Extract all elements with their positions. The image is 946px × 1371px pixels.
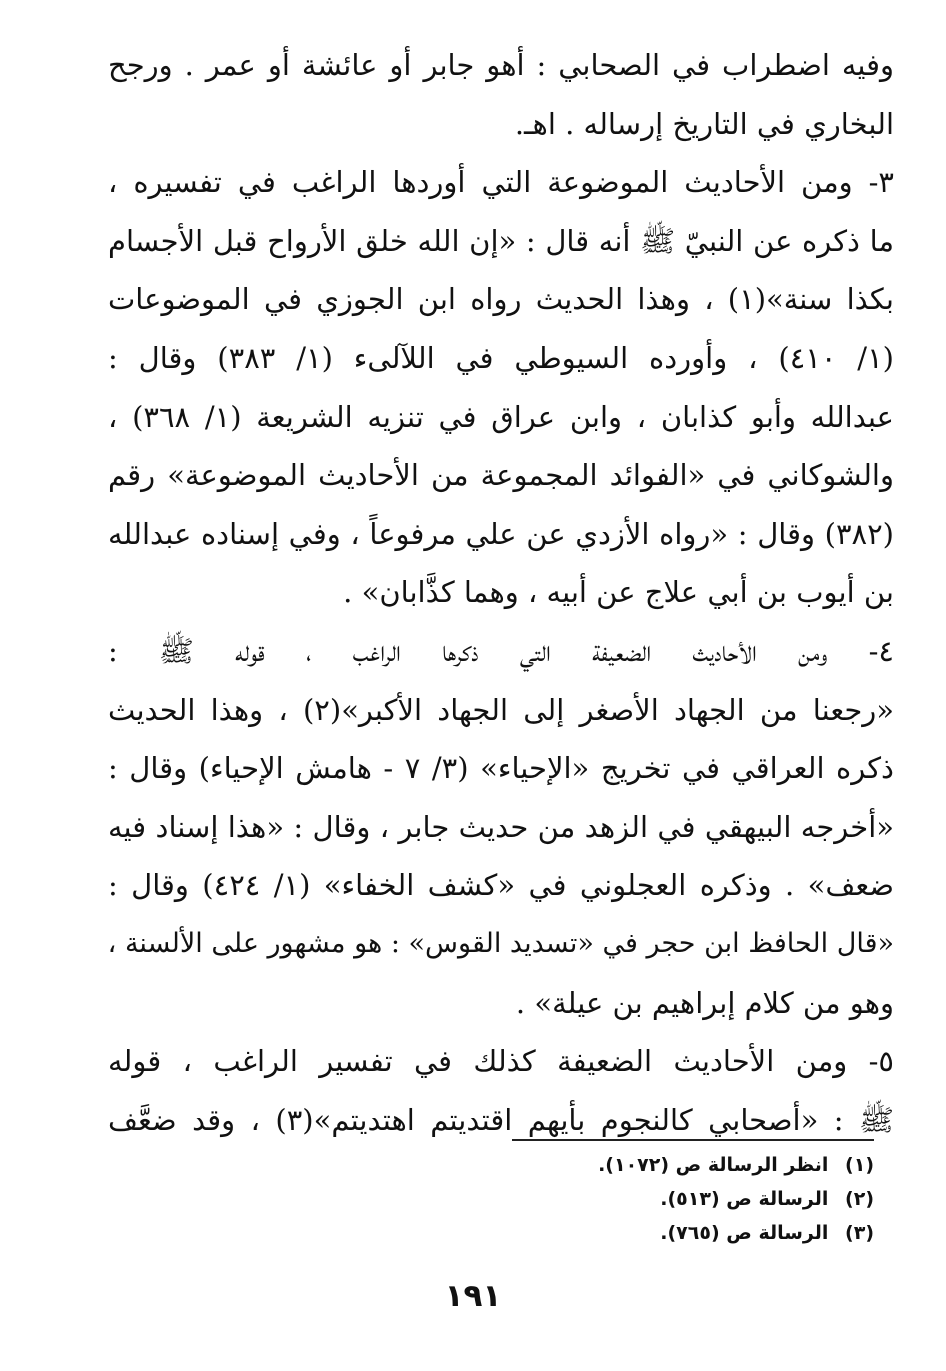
text-line: «رجعنا من الجهاد الأصغر إلى الجهاد الأكبر»(٢) ، وهذا الحديث [108, 692, 894, 727]
text-line: عبدالله وأبو كذابان ، وابن عراق في تنزيه الشريعة (١/ ٣٦٨) ، [108, 399, 894, 434]
text-line: «أخرجه البيهقي في الزهد من حديث جابر ، وقال : «هذا إسناد فيه [108, 809, 894, 844]
text-line: وفيه اضطراب في الصحابي : أهو جابر أو عائشة أو عمر . ورجح [108, 48, 894, 82]
text-line: ﷺ : «أصحابي كالنجوم بأيهم اقتديتم اهتديتم»(٣) ، وقد ضعَّف [108, 1102, 894, 1137]
text-line: ذكره العراقي في تخريج «الإحياء» (٣/ ٧ - هامش الإحياء) وقال : [108, 751, 894, 786]
main-text [108, 36, 894, 1149]
text-line: وهو من كلام إبراهيم بن عيلة» . [515, 985, 894, 1020]
text-line: والشوكاني في «الفوائد المجموعة من الأحاديث الموضوعة» رقم [108, 458, 894, 493]
text-line: البخاري في التاريخ إرساله . اهـ. [514, 106, 894, 141]
text-line: ٣- ومن الأحاديث الموضوعة التي أوردها الراغب في تفسيره ، [108, 165, 894, 200]
text-line: ما ذكره عن النبيّ ﷺ أنه قال : «إن الله خلق الأرواح قبل الأجسام [108, 223, 894, 258]
footnote [374, 1216, 874, 1250]
text-line: ٥- ومن الأحاديث الضعيفة كذلك في تفسير الراغب ، قوله [108, 1044, 894, 1079]
text-line: ضعف» . وذكره العجلوني في «كشف الخفاء» (١/ ٤٢٤) وقال : [108, 868, 894, 903]
footnote-text: انظر الرسالة ص (١٠٧٢). [598, 1154, 829, 1176]
footnote [374, 1148, 874, 1182]
page-number: ١٩١ [444, 1278, 502, 1314]
text-line: ٤- ومن الأحاديث الضعيفة التي ذكرها الراغب ، قوله ﷺ : [108, 633, 894, 668]
footnotes [374, 1148, 874, 1250]
text-line: بن أيوب بن أبي علاج عن أبيه ، وهما كذَّابان» . [343, 575, 894, 610]
footnote [374, 1182, 874, 1216]
footnote-text: الرسالة ص (٥١٣). [660, 1188, 829, 1210]
text-line: (١/ ٤١٠) ، وأورده السيوطي في اللآلىء (١/ ٣٨٣) وقال : [108, 340, 894, 375]
footnote-text: الرسالة ص (٧٦٥). [660, 1222, 829, 1244]
footnote-number: (٢) [845, 1188, 874, 1210]
text-line: بكذا سنة»(١) ، وهذا الحديث رواه ابن الجوزي في الموضوعات [108, 282, 894, 317]
footnote-separator [512, 1139, 874, 1141]
text-line: «قال الحافظ ابن حجر في «تسديد القوس» : هو مشهور على الألسنة ، [108, 927, 894, 959]
footnote-number: (٣) [845, 1222, 874, 1244]
footnote-number: (١) [845, 1154, 874, 1176]
text-line: (٣٨٢) وقال : «رواه الأزدي عن علي مرفوعاً ، وفي إسناده عبدالله [108, 516, 894, 551]
